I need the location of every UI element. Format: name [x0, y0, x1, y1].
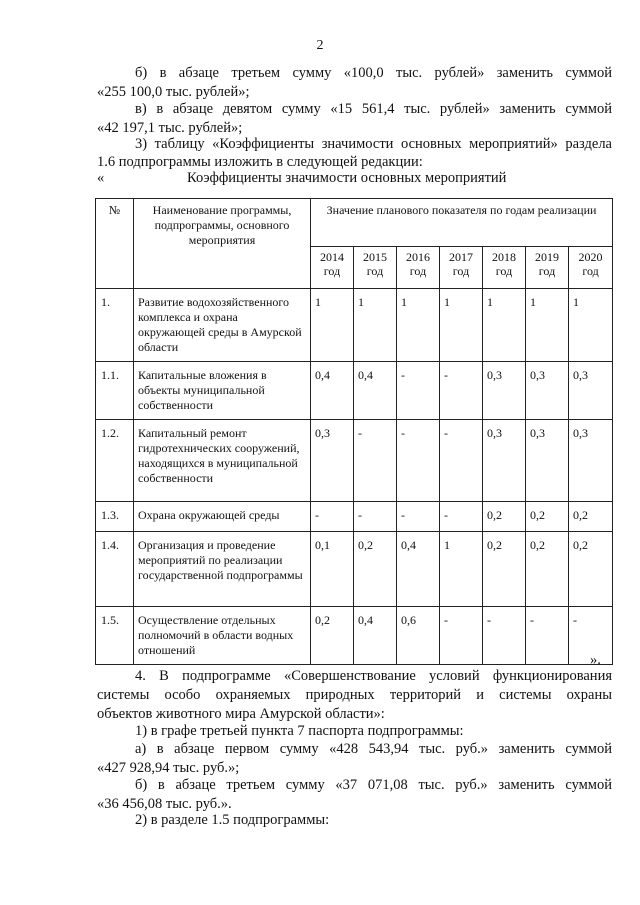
- paragraph-line: «36 456,08 тыс. руб.».: [97, 796, 232, 812]
- row-value: 0,2: [311, 607, 354, 665]
- paragraph-line: б) в абзаце третьем сумму «100,0 тыс. рублей» заменить суммой: [135, 65, 612, 81]
- paragraph-line: «42 197,1 тыс. рублей»;: [97, 120, 243, 136]
- row-value: -: [440, 607, 483, 665]
- row-value: 0,3: [569, 420, 613, 502]
- row-value: 0,2: [526, 532, 569, 607]
- paragraph-line: 2) в разделе 1.5 подпрограммы:: [135, 812, 330, 828]
- row-value: 0,2: [526, 502, 569, 532]
- row-value: 0,1: [311, 532, 354, 607]
- row-value: 1: [569, 289, 613, 362]
- row-value: 0,2: [569, 532, 613, 607]
- row-value: 0,4: [354, 607, 397, 665]
- row-value: -: [440, 502, 483, 532]
- row-number: 1.1.: [96, 362, 134, 420]
- row-value: -: [354, 502, 397, 532]
- row-value: 1: [354, 289, 397, 362]
- table-row: [96, 502, 613, 532]
- paragraph-line: 1) в графе третьей пункта 7 паспорта подпрограммы:: [135, 723, 464, 739]
- row-value: 0,6: [397, 607, 440, 665]
- year-header: 2020 год: [569, 247, 613, 289]
- row-value: 0,3: [483, 362, 526, 420]
- header-values: Значение планового показателя по годам реализации: [311, 199, 613, 247]
- row-value: 0,4: [311, 362, 354, 420]
- year-header: 2016 год: [397, 247, 440, 289]
- year-header: 2018 год: [483, 247, 526, 289]
- row-value: 0,3: [569, 362, 613, 420]
- row-value: 1: [526, 289, 569, 362]
- row-value: 0,3: [526, 420, 569, 502]
- paragraph-line: 4. В подпрограмме «Совершенствование условий функционирования: [135, 668, 612, 684]
- header-name: Наименование программы, подпрограммы, основного мероприятия: [134, 199, 311, 289]
- row-value: -: [440, 362, 483, 420]
- open-quote: «: [97, 170, 105, 186]
- row-value: 0,2: [354, 532, 397, 607]
- row-name: Капитальный ремонт гидротехнических сооружений, находящихся в муниципальной собственности: [134, 420, 311, 502]
- row-value: -: [311, 502, 354, 532]
- paragraph-line: 3) таблицу «Коэффициенты значимости основных мероприятий» раздела: [135, 136, 612, 152]
- paragraph-line: б) в абзаце третьем сумму «37 071,08 тыс. руб.» заменить суммой: [135, 777, 612, 793]
- row-value: 0,3: [526, 362, 569, 420]
- row-value: 0,4: [397, 532, 440, 607]
- row-value: -: [397, 362, 440, 420]
- row-name: Организация и проведение мероприятий по реализации государственной подпрограммы: [134, 532, 311, 607]
- row-value: 1: [311, 289, 354, 362]
- paragraph-line: объектов животного мира Амурской области»:: [97, 706, 385, 722]
- row-value: -: [569, 607, 613, 665]
- row-value: -: [397, 420, 440, 502]
- row-value: 0,4: [354, 362, 397, 420]
- row-number: 1.: [96, 289, 134, 362]
- paragraph-line: а) в абзаце первом сумму «428 543,94 тыс. руб.» заменить суммой: [135, 741, 612, 757]
- paragraph-line: «427 928,94 тыс. руб.»;: [97, 760, 240, 776]
- table-title-text: Коэффициенты значимости основных мероприятий: [187, 170, 507, 186]
- table-row: [96, 362, 613, 420]
- row-value: -: [354, 420, 397, 502]
- row-name: Развитие водохозяйственного комплекса и охрана окружающей среды в Амурской области: [134, 289, 311, 362]
- row-value: 0,2: [569, 502, 613, 532]
- year-header: 2015 год: [354, 247, 397, 289]
- row-value: 1: [440, 289, 483, 362]
- close-quote: ».: [590, 652, 601, 668]
- row-value: -: [526, 607, 569, 665]
- page-number: 2: [316, 38, 324, 53]
- table-row: [96, 289, 613, 362]
- paragraph-line: «255 100,0 тыс. рублей»;: [97, 84, 250, 100]
- row-value: 1: [397, 289, 440, 362]
- row-number: 1.2.: [96, 420, 134, 502]
- year-header: 2019 год: [526, 247, 569, 289]
- row-number: 1.5.: [96, 607, 134, 665]
- row-value: -: [440, 420, 483, 502]
- row-number: 1.4.: [96, 532, 134, 607]
- header-num: №: [96, 199, 134, 289]
- paragraph-line: 1.6 подпрограммы изложить в следующей редакции:: [97, 154, 423, 170]
- row-name: Охрана окружающей среды: [134, 502, 311, 532]
- row-number: 1.3.: [96, 502, 134, 532]
- year-header: 2014 год: [311, 247, 354, 289]
- row-value: 0,2: [483, 502, 526, 532]
- table-row: [96, 532, 613, 607]
- row-value: -: [397, 502, 440, 532]
- coefficients-table: [95, 198, 613, 665]
- row-value: 0,2: [483, 532, 526, 607]
- row-value: 1: [440, 532, 483, 607]
- table-row: [96, 420, 613, 502]
- row-name: Капитальные вложения в объекты муниципальной собственности: [134, 362, 311, 420]
- row-value: -: [483, 607, 526, 665]
- row-name: Осуществление отдельных полномочий в области водных отношений: [134, 607, 311, 665]
- paragraph-line: системы особо охраняемых природных территорий и системы охраны: [97, 687, 612, 703]
- row-value: 0,3: [483, 420, 526, 502]
- row-value: 1: [483, 289, 526, 362]
- paragraph-line: в) в абзаце девятом сумму «15 561,4 тыс. рублей» заменить суммой: [135, 101, 612, 117]
- table-row: [96, 607, 613, 665]
- year-header: 2017 год: [440, 247, 483, 289]
- row-value: 0,3: [311, 420, 354, 502]
